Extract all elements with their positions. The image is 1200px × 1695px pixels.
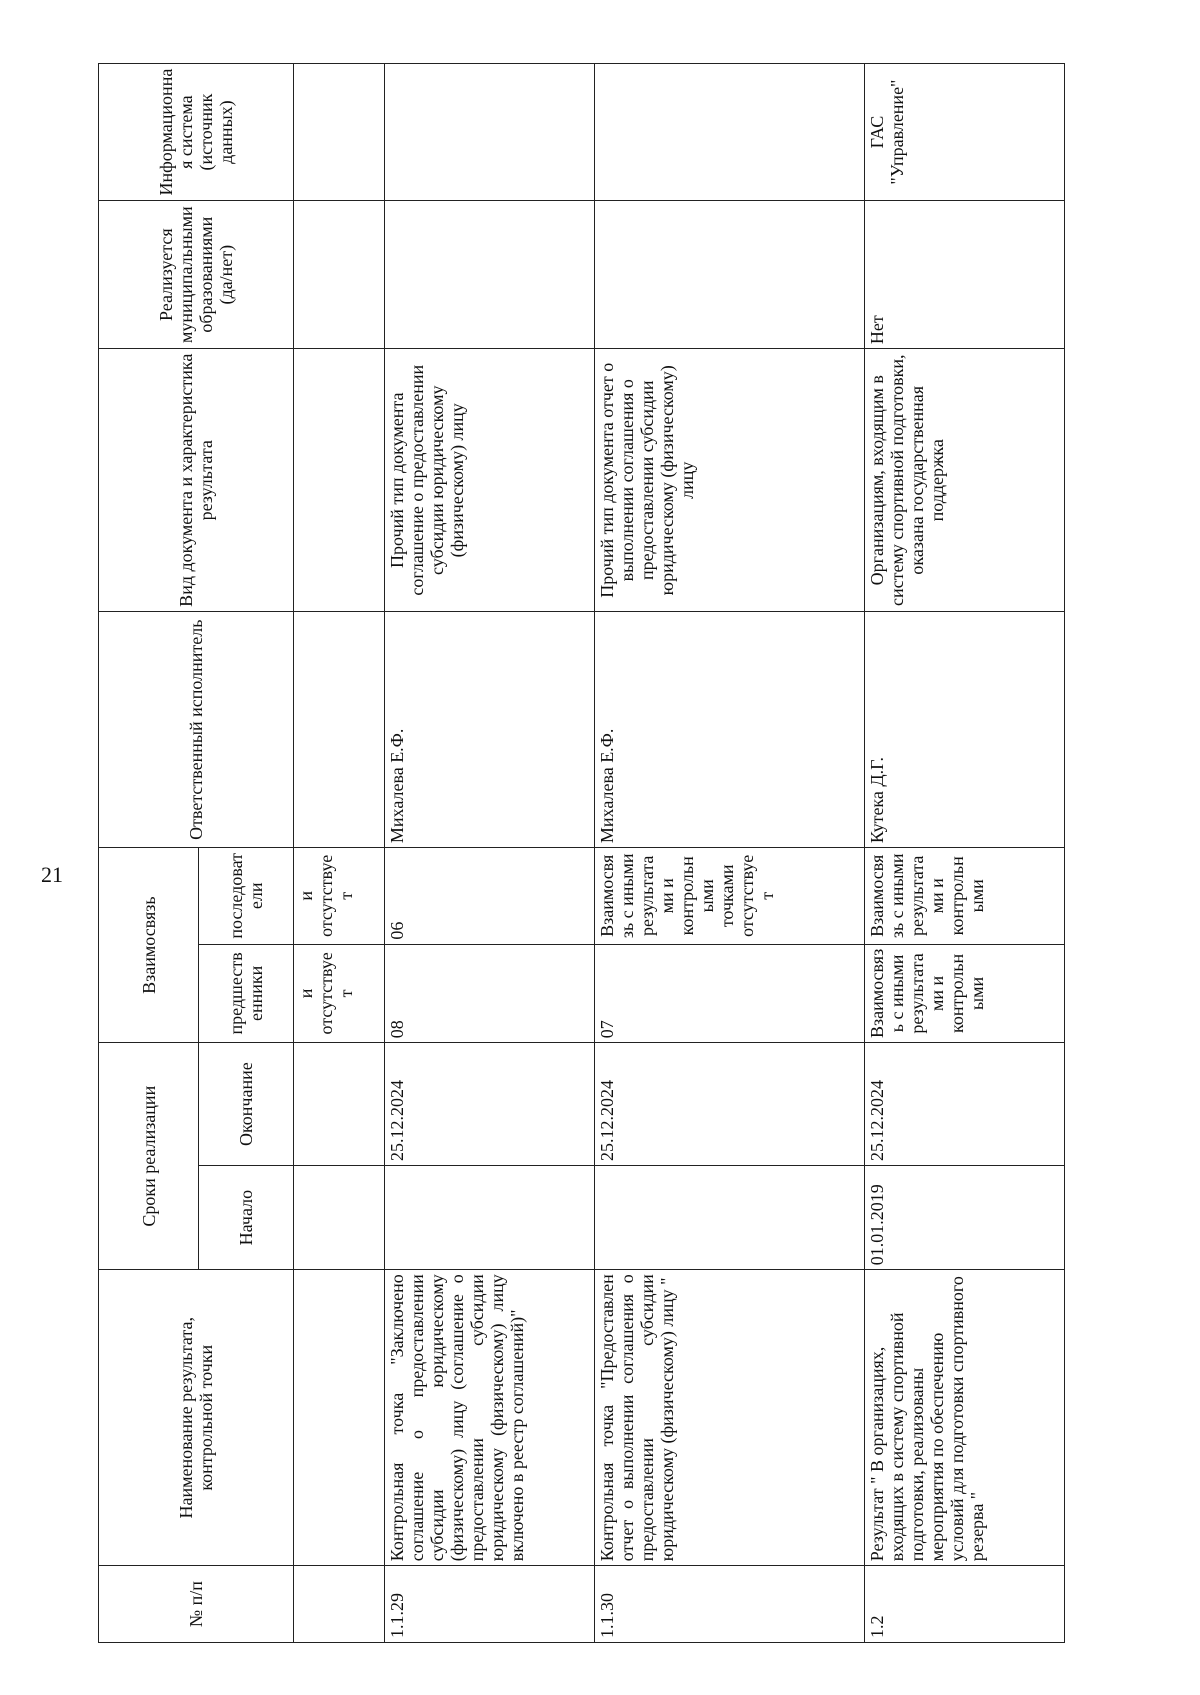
results-table: [98, 63, 1065, 1643]
header-predecessors: предшественники: [199, 944, 294, 1043]
cell-system: [294, 64, 385, 201]
cell-successors: Взаимосвязь с иными результатами и контрольными: [865, 848, 1065, 944]
header-doc-type: Вид документа и характеристика результата: [99, 349, 294, 612]
header-name: Наименование результата, контрольной точки: [99, 1270, 294, 1566]
cell-predecessors: Взаимосвязь с иными результатами и контрольными: [865, 944, 1065, 1043]
cell-end: [294, 1043, 385, 1166]
header-start: Начало: [199, 1166, 294, 1270]
cell-predecessors: 08: [385, 944, 595, 1043]
header-end: Окончание: [199, 1043, 294, 1166]
cell-predecessors: и отсутствует: [294, 944, 385, 1043]
header-num: № п/п: [99, 1566, 294, 1643]
cell-municipal: [385, 201, 595, 349]
cell-municipal: [595, 201, 865, 349]
header-municipal: Реализуется муниципальными образованиями (да/нет): [99, 201, 294, 349]
cell-successors: 06: [385, 848, 595, 944]
cell-doc: [294, 349, 385, 612]
header-successors: последователи: [199, 848, 294, 944]
header-responsible: Ответственный исполнитель: [99, 612, 294, 848]
table-row: [865, 64, 1065, 1643]
cell-system: ГАС "Управление": [865, 64, 1065, 201]
cell-end: 25.12.2024: [865, 1043, 1065, 1166]
cell-responsible: Михалева Е.Ф.: [385, 612, 595, 848]
cell-municipal: Нет: [865, 201, 1065, 349]
page-number: 21: [41, 862, 63, 887]
cell-responsible: Кутека Д.Г.: [865, 612, 1065, 848]
header-relation: Взаимосвязь: [99, 848, 199, 1043]
header-row-1: [99, 64, 199, 1643]
cell-num: 1.1.29: [385, 1566, 595, 1643]
cell-doc: Организациям, входящим в систему спортивной подготовки, оказана государственная поддержка: [865, 349, 1065, 612]
cell-successors: Взаимосвязь с иными результатами и контрольными точками отсутствует: [595, 848, 865, 944]
cell-start: [385, 1166, 595, 1270]
table-row: [595, 64, 865, 1643]
cell-system: [595, 64, 865, 201]
cell-end: 25.12.2024: [595, 1043, 865, 1166]
cell-num: [294, 1566, 385, 1643]
rotated-table-sheet: [98, 63, 1063, 1643]
cell-num: 1.2: [865, 1566, 1065, 1643]
cell-name: Контрольная точка "Заключено соглашение о предоставлении субсидии юридическому (физическому) лицу (соглашение о предоставлении субсидии юридическому (физическому) лицу включено в реестр соглашений)": [385, 1270, 595, 1566]
table-row: [294, 64, 385, 1643]
cell-end: 25.12.2024: [385, 1043, 595, 1166]
header-terms: Сроки реализации: [99, 1043, 199, 1270]
cell-start: [595, 1166, 865, 1270]
cell-name: Результат " В организациях, входящих в систему спортивной подготовки, реализованы мероприятия по обеспечению условий для подготовки спортивного резерва ": [865, 1270, 1065, 1566]
cell-predecessors: 07: [595, 944, 865, 1043]
cell-system: [385, 64, 595, 201]
cell-municipal: [294, 201, 385, 349]
header-info-system: Информационная система (источник данных): [99, 64, 294, 201]
cell-start: [294, 1166, 385, 1270]
cell-responsible: Михалева Е.Ф.: [595, 612, 865, 848]
cell-successors: и отсутствует: [294, 848, 385, 944]
cell-name: [294, 1270, 385, 1566]
cell-doc: Прочий тип документа отчет о выполнении соглашения о предоставлении субсидии юридическому (физическому) лицу: [595, 349, 865, 612]
table-row: [385, 64, 595, 1643]
cell-doc: Прочий тип документа соглашение о предоставлении субсидии юридическому (физическому) лицу: [385, 349, 595, 612]
cell-name: Контрольная точка "Предоставлен отчет о выполнении соглашения о предоставлении субсидии юридическому (физическому) лицу ": [595, 1270, 865, 1566]
cell-num: 1.1.30: [595, 1566, 865, 1643]
cell-responsible: [294, 612, 385, 848]
cell-start: 01.01.2019: [865, 1166, 1065, 1270]
